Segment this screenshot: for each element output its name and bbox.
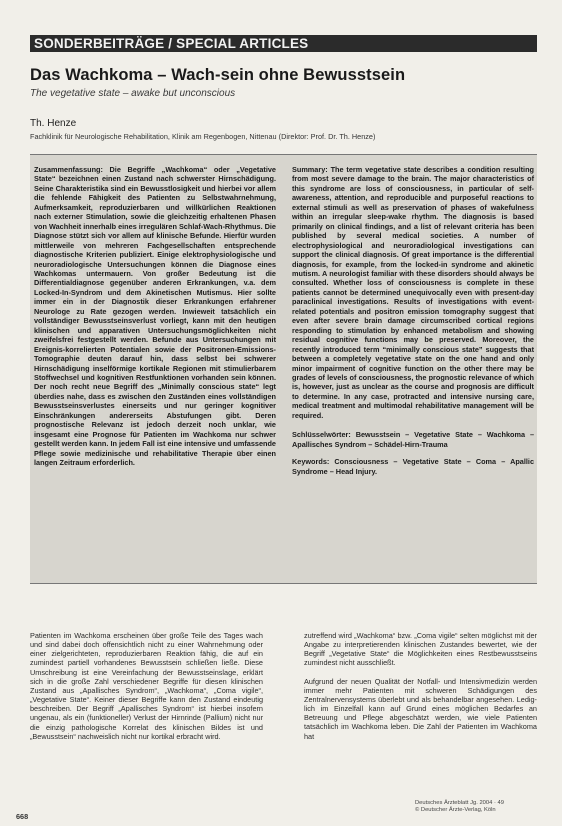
keywords-english: Keywords: Consciousness – Vegetative State – Coma – Apallic Syndrome – Head Injury. [292, 457, 534, 476]
abstract-box [30, 154, 537, 584]
author-name: Th. Henze [30, 118, 77, 129]
author-affiliation: Fachklinik für Neurologische Rehabilitation, Klinik am Regenbogen, Nittenau (Direktor: Prof. Dr. Th. Henze) [30, 132, 376, 141]
body-paragraph: Patienten im Wachkoma erscheinen über große Teile des Tages wach und sind dabei doch offensichtlich nicht zu einer Wahrnehmung oder einer zielgerichteten, reproduzierbaren Reaktion fähig, die auf ein zumindest partiell vorhandenes Bewusstsein schließen ließe. Diese Umschreibung ist eine Vereinfachung der Bewusstseinslage, erklärt sich in die große Zahl verschiedener Begriffe für diesen klinischen Zustand aus „Apallisches Syndrom“, „Wachkoma“, „Coma vigile“, „Vegetative State“. Keiner dieser Begriffe kann den Zustand eindeutig beschreiben. Der Begriff „Apallisches Syndrom“ ist hierbei insofern ungenau, als ein (funktioneller) Verlust der Hirnrinde (Pallium) nicht nur die einzig pathologische Korrelat des klinischen Bildes ist und „Bewusstsein“ nachweislich nicht nur kortikal erbracht wird. [30, 631, 263, 741]
page-number: 668 [16, 812, 29, 821]
body-column-right [304, 631, 537, 786]
abstract-english [292, 165, 534, 476]
abstract-english-text: Summary: The term vegetative state describes a condition resulting from most severe damage to the brain. The major characteristics of this syndrome are loss of consciousness, in particular of self-awareness, attention, and reproducible and purposeful reactions to external stimuli as well as preservation of phases of wakefulness within an irregular sleep-wake rhythm. The diagnosis is based primarily on clinical findings, and a list of relevant criteria has been published by several medical societies. A number of electrophysiological and neuroradiological investigations can support the clinical diagnosis. Of great importance is the differential diagnosis, for example, from the locked-in syndrome and akinetic mutism. A neurologist familiar with these disorders should always be consulted. Whether loss of consciousness is complete in these patients cannot be determined unequivocally even with present-day paraclinical investigations. Results of investigations with event-related potentials and positron emission tomography suggest that even after severe brain damage circumscribed cortical regions responding to stimulation by enhanced metabolism and showing residual cognitive functions may be preserved. Moreover, the recently introduced term “minimally conscious state” suggests that between a completely vegetative state on the one hand and only minor impairment of cognitive function on the other there may be grades of levels of consciousness, the prognostic relevance of which is, however, just as unclear as the course and prognosis are difficult to determine. In any case, protracted and intensive nursing care, medical treatment and multimodal rehabilitative management will be required. [292, 165, 534, 420]
article-subtitle: The vegetative state – awake but unconscious [30, 88, 236, 99]
body-paragraph: zutreffend wird „Wachkoma“ bzw. „Coma vigile“ selten möglichst mit der Angabe zu interpretierenden klinischen Zustandes bewertet, wie der Begriff „Vegetative State“ die Möglichkeiten eines Restbewusstseins zumindest nicht ausschließt. [304, 631, 537, 668]
abstract-german-text: Zusammenfassung: Die Begriffe „Wachkoma“ oder „Vegetative State“ bezeichnen einen Zustand nach schwerster Hirnschädigung. Seine Charakteristika sind ein Bewusstlosigkeit und hierbei vor allem die fehlende Fähigkeit des Patienten zu Selbstwahrnehmung, Aufmerksamkeit, reproduzierbaren und willkürlichen Reaktionen nach externer Stimulation, sowie die gleichzeitig erhaltenen Phasen von Wachheit innerhalb eines irregulären Schlaf-Wach-Rhythmus. Die Diagnose stützt sich vor allem auf klinische Befunde. Hierfür wurden mittlerweile von mehreren Fachgesellschaften entsprechende diagnostische Kriterien publiziert. Einige elektrophysiologische und neuroradiologische Untersuchungen können die Diagnose eines Wachkomas untermauern. Von großer Bedeutung ist die Differentialdiagnose gegenüber anderen Erkrankungen, v.a. dem Locked-In-Syndrom und dem Akinetischen Mutismus. Hier sollte immer ein in der Diagnostik dieser Erkrankungen erfahrener Neurologe zu Rate gezogen werden. Inwieweit tatsächlich ein vollständiger Bewusstseinsverlust vorliegt, kann mit den heutigen klinischen und apparativen Untersuchungsmöglichkeiten nicht zweifelsfrei festgestellt werden. Befunde aus Untersuchungen mit Ereignis-korrelierten Potentialen sowie der Positronen-Emissions-Tomographie deuten darauf hin, dass selbst bei schwerer Hirnschädigung inselförmige kortikale Regionen mit stimulierbarem Stoffwechsel und kognitiven Restfunktionen vorhanden sein können. Der noch recht neue Begriff des „Minimally conscious state“ legt überdies nahe, dass es zwischen den Zuständen eines vollständigen Bewusstseinsverlustes einerseits und nur geringer kognitiver Einschränkungen andererseits Abstufungen gibt. Deren prognostische Relevanz ist jedoch derzeit noch unklar, wie insgesamt eine Prognose für Patienten im Wachkoma nur schwer gestellt werden kann. In jedem Fall ist eine intensive und umfassende Pflege sowie medizinische und rehabilitative Therapie über einen langen Zeitraum erforderlich. [34, 165, 276, 468]
journal-citation: Deutsches Ärzteblatt Jg. 2004 · 49 © Deutscher Ärzte-Verlag, Köln [415, 800, 504, 814]
body-column-left [30, 631, 263, 786]
body-paragraph: Aufgrund der neuen Qualität der Notfall- und Intensivmedizin werden immer mehr Patienten mit schweren Schädigungen des Zentralnervensystems überlebt und als behandelbar angesehen. Ledig- lich im Einzelfall kann auf Grund eines möglichen Bedarfes an Betreuung und Pflege abgeschätzt werden, wie viele Patienten tatsächlich im Wachkoma leben. Die Zahl der Patienten im Wachkoma hat [304, 676, 537, 741]
abstract-german [34, 165, 276, 468]
article-title: Das Wachkoma – Wach-sein ohne Bewusstsein [30, 66, 406, 84]
section-banner: SONDERBEITRÄGE / SPECIAL ARTICLES [30, 35, 537, 52]
keywords-german: Schlüsselwörter: Bewusstsein – Vegetative State – Wachkoma – Apallisches Syndrom – Schädel-Hirn-Trauma [292, 430, 534, 449]
